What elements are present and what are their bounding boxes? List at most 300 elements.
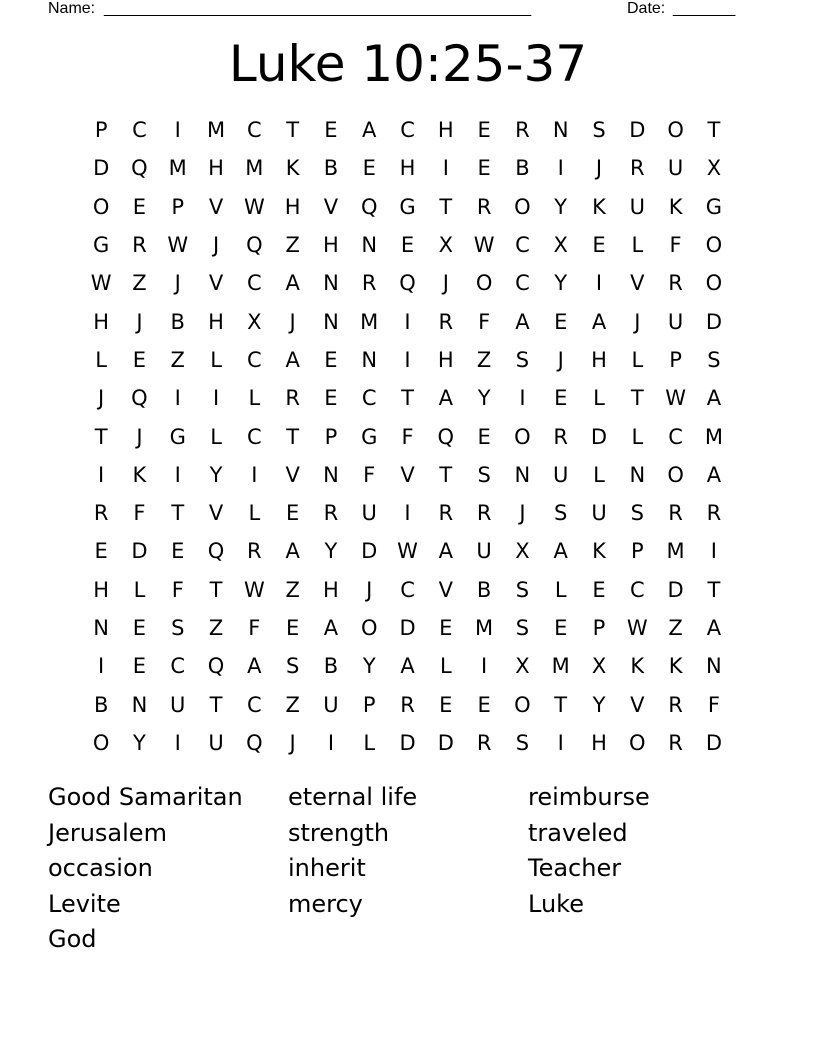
grid-letter[interactable]: J bbox=[174, 271, 181, 296]
grid-letter[interactable]: I bbox=[404, 347, 411, 372]
grid-letter[interactable]: U bbox=[629, 194, 645, 219]
grid-letter[interactable]: J bbox=[98, 386, 105, 411]
grid-letter[interactable]: A bbox=[247, 654, 262, 679]
grid-letter[interactable]: F bbox=[171, 577, 184, 602]
grid-letter[interactable]: U bbox=[476, 539, 492, 564]
grid-letter[interactable]: M bbox=[168, 156, 187, 181]
grid-letter[interactable]: J bbox=[557, 347, 564, 372]
grid-letter[interactable]: R bbox=[553, 424, 568, 449]
word-list-item: Teacher bbox=[528, 854, 622, 883]
grid-letter[interactable]: M bbox=[704, 424, 723, 449]
grid-letter[interactable]: L bbox=[248, 501, 261, 526]
grid-letter[interactable]: L bbox=[593, 386, 605, 411]
grid-letter[interactable]: T bbox=[439, 462, 453, 487]
grid-letter[interactable]: R bbox=[630, 156, 645, 181]
grid-letter[interactable]: J bbox=[136, 309, 143, 334]
grid-letter[interactable]: I bbox=[557, 730, 564, 755]
grid-letter[interactable]: H bbox=[208, 156, 224, 181]
grid-letter[interactable]: L bbox=[95, 347, 107, 372]
grid-letter[interactable]: S bbox=[285, 654, 300, 679]
grid-letter[interactable]: L bbox=[363, 730, 376, 755]
grid-letter[interactable]: J bbox=[519, 501, 526, 526]
grid-letter[interactable]: V bbox=[208, 501, 224, 526]
grid-letter[interactable]: T bbox=[209, 577, 223, 602]
grid-letter[interactable]: A bbox=[706, 616, 722, 640]
grid-letter[interactable]: O bbox=[360, 616, 378, 640]
grid-letter[interactable]: G bbox=[361, 424, 378, 449]
grid-letter[interactable]: E bbox=[554, 386, 568, 411]
grid-letter[interactable]: B bbox=[515, 156, 530, 181]
grid-letter[interactable]: G bbox=[93, 233, 110, 258]
word-list-item: Luke bbox=[528, 889, 584, 918]
grid-letter[interactable]: Y bbox=[209, 462, 223, 487]
grid-letter[interactable]: W bbox=[90, 271, 112, 296]
grid-letter[interactable]: I bbox=[212, 386, 220, 411]
grid-letter[interactable]: G bbox=[399, 194, 416, 219]
grid-letter[interactable]: E bbox=[554, 616, 568, 640]
grid-letter[interactable]: N bbox=[629, 462, 646, 487]
grid-letter[interactable]: N bbox=[361, 347, 378, 372]
grid-letter[interactable]: A bbox=[553, 539, 568, 564]
grid-letter[interactable]: I bbox=[174, 118, 181, 143]
grid-letter[interactable]: T bbox=[171, 501, 185, 526]
grid-letter[interactable]: W bbox=[167, 233, 189, 258]
grid-letter[interactable]: H bbox=[93, 309, 110, 334]
grid-letter[interactable]: R bbox=[476, 501, 492, 526]
grid-letter[interactable]: A bbox=[362, 118, 377, 143]
grid-letter[interactable]: O bbox=[92, 194, 110, 219]
grid-letter[interactable]: N bbox=[93, 616, 109, 640]
grid-letter[interactable]: Q bbox=[131, 386, 148, 411]
grid-letter[interactable]: S bbox=[477, 462, 491, 487]
grid-letter[interactable]: E bbox=[477, 118, 491, 143]
grid-letter[interactable]: B bbox=[170, 309, 185, 334]
grid-letter[interactable]: R bbox=[438, 309, 454, 334]
grid-letter[interactable]: O bbox=[629, 730, 646, 755]
grid-letter[interactable]: L bbox=[439, 654, 452, 679]
grid-letter[interactable]: L bbox=[248, 386, 261, 411]
grid-letter[interactable]: C bbox=[247, 118, 262, 143]
grid-letter[interactable]: S bbox=[592, 118, 606, 143]
grid-letter[interactable]: W bbox=[473, 233, 495, 258]
grid-letter[interactable]: C bbox=[247, 424, 262, 449]
grid-letter[interactable]: H bbox=[437, 347, 454, 372]
date-field[interactable]: _______ bbox=[673, 0, 736, 17]
grid-letter[interactable]: E bbox=[477, 156, 491, 181]
grid-letter[interactable]: E bbox=[324, 118, 338, 143]
grid-letter[interactable]: V bbox=[630, 692, 645, 717]
grid-letter[interactable]: Q bbox=[399, 271, 416, 296]
page-title: Luke 10:25-37 bbox=[228, 35, 588, 93]
grid-letter[interactable]: D bbox=[399, 730, 416, 755]
grid-letter[interactable]: X bbox=[247, 309, 262, 334]
grid-letter[interactable]: C bbox=[361, 386, 377, 411]
grid-letter[interactable]: K bbox=[668, 654, 683, 679]
grid-letter[interactable]: E bbox=[439, 692, 453, 717]
grid-letter[interactable]: P bbox=[324, 424, 338, 449]
grid-letter[interactable]: O bbox=[475, 271, 493, 296]
grid-letter[interactable]: H bbox=[93, 577, 110, 602]
grid-letter[interactable]: D bbox=[399, 616, 416, 640]
grid-letter[interactable]: E bbox=[285, 501, 300, 526]
word-list-item: Levite bbox=[48, 889, 121, 918]
grid-letter[interactable]: H bbox=[591, 347, 607, 372]
grid-letter[interactable]: Q bbox=[207, 654, 225, 679]
grid-letter[interactable]: D bbox=[705, 309, 722, 334]
grid-letter[interactable]: I bbox=[519, 386, 526, 411]
grid-letter[interactable]: W bbox=[665, 386, 686, 411]
grid-letter[interactable]: O bbox=[514, 424, 531, 449]
grid-letter[interactable]: R bbox=[476, 194, 492, 219]
grid-letter[interactable]: R bbox=[323, 501, 339, 526]
grid-letter[interactable]: I bbox=[174, 386, 181, 411]
grid-letter[interactable]: X bbox=[591, 654, 607, 679]
grid-letter[interactable]: J bbox=[289, 730, 296, 755]
grid-letter[interactable]: L bbox=[593, 462, 605, 487]
grid-letter[interactable]: I bbox=[404, 309, 411, 334]
grid-letter[interactable]: Z bbox=[170, 347, 185, 372]
grid-letter[interactable]: X bbox=[553, 233, 568, 258]
grid-letter[interactable]: W bbox=[626, 616, 648, 640]
grid-letter[interactable]: O bbox=[705, 271, 723, 296]
grid-letter[interactable]: V bbox=[438, 577, 453, 602]
grid-letter[interactable]: R bbox=[668, 501, 683, 526]
grid-letter[interactable]: N bbox=[323, 462, 339, 487]
grid-letter[interactable]: A bbox=[706, 462, 722, 487]
grid-letter[interactable]: C bbox=[247, 271, 262, 296]
grid-letter[interactable]: P bbox=[669, 347, 682, 372]
grid-letter[interactable]: R bbox=[668, 730, 683, 755]
grid-letter[interactable]: A bbox=[438, 539, 453, 564]
grid-letter[interactable]: C bbox=[247, 692, 262, 717]
word-list-item: traveled bbox=[528, 818, 628, 847]
grid-letter[interactable]: T bbox=[707, 118, 721, 143]
grid-letter[interactable]: L bbox=[210, 424, 222, 449]
grid-letter[interactable]: U bbox=[667, 156, 684, 181]
grid-letter[interactable]: E bbox=[400, 233, 415, 258]
grid-letter[interactable]: O bbox=[705, 233, 723, 258]
grid-letter[interactable]: H bbox=[399, 156, 416, 181]
grid-letter[interactable]: S bbox=[515, 616, 530, 640]
grid-letter[interactable]: X bbox=[438, 233, 454, 258]
grid-letter[interactable]: I bbox=[481, 654, 488, 679]
grid-letter[interactable]: G bbox=[169, 424, 186, 449]
grid-letter[interactable]: C bbox=[668, 424, 683, 449]
grid-letter[interactable]: A bbox=[438, 386, 453, 411]
grid-letter[interactable]: U bbox=[361, 501, 377, 526]
grid-letter[interactable]: T bbox=[707, 577, 721, 602]
grid-letter[interactable]: E bbox=[94, 539, 108, 564]
grid-letter[interactable]: T bbox=[439, 194, 453, 219]
word-list-item: God bbox=[48, 925, 97, 954]
grid-letter[interactable]: E bbox=[132, 347, 147, 372]
grid-letter[interactable]: U bbox=[208, 730, 224, 755]
grid-letter[interactable]: V bbox=[400, 462, 415, 487]
grid-letter[interactable]: C bbox=[170, 654, 186, 679]
grid-letter[interactable]: E bbox=[554, 309, 568, 334]
grid-letter[interactable]: R bbox=[285, 386, 300, 411]
grid-letter[interactable]: Q bbox=[131, 156, 148, 181]
grid-letter[interactable]: M bbox=[475, 616, 494, 640]
grid-letter[interactable]: I bbox=[710, 539, 717, 564]
grid-letter[interactable]: K bbox=[630, 654, 645, 679]
grid-letter[interactable]: U bbox=[667, 309, 684, 334]
grid-letter[interactable]: S bbox=[707, 347, 721, 372]
grid-letter[interactable]: V bbox=[208, 194, 224, 219]
grid-letter[interactable]: E bbox=[324, 347, 338, 372]
grid-letter[interactable]: W bbox=[397, 539, 418, 564]
grid-letter[interactable]: M bbox=[666, 539, 685, 564]
grid-letter[interactable]: D bbox=[361, 539, 378, 564]
grid-letter[interactable]: O bbox=[667, 462, 684, 487]
grid-letter[interactable]: O bbox=[514, 692, 531, 717]
grid-letter[interactable]: I bbox=[251, 462, 258, 487]
grid-letter[interactable]: N bbox=[706, 654, 722, 679]
grid-letter[interactable]: A bbox=[323, 616, 339, 640]
grid-letter[interactable]: H bbox=[323, 233, 339, 258]
grid-letter[interactable]: F bbox=[363, 462, 376, 487]
grid-letter[interactable]: S bbox=[515, 347, 530, 372]
grid-letter[interactable]: E bbox=[592, 577, 606, 602]
grid-letter[interactable]: Q bbox=[360, 194, 378, 219]
grid-letter[interactable]: Q bbox=[246, 730, 263, 755]
grid-letter[interactable]: N bbox=[323, 309, 339, 334]
grid-letter[interactable]: H bbox=[284, 194, 301, 219]
grid-letter[interactable]: R bbox=[93, 501, 109, 526]
grid-letter[interactable]: A bbox=[285, 271, 300, 296]
grid-letter[interactable]: U bbox=[591, 501, 607, 526]
grid-letter[interactable]: J bbox=[442, 271, 449, 296]
grid-letter[interactable]: Q bbox=[207, 539, 225, 564]
grid-letter[interactable]: F bbox=[401, 424, 414, 449]
grid-letter[interactable]: E bbox=[477, 424, 491, 449]
grid-letter[interactable]: S bbox=[515, 730, 530, 755]
grid-letter[interactable]: C bbox=[400, 577, 415, 602]
grid-letter[interactable]: W bbox=[243, 194, 265, 219]
grid-letter[interactable]: T bbox=[209, 692, 223, 717]
grid-letter[interactable]: E bbox=[285, 616, 300, 640]
grid-letter[interactable]: Z bbox=[208, 616, 224, 640]
grid-letter[interactable]: I bbox=[98, 462, 105, 487]
grid-letter[interactable]: Y bbox=[554, 271, 568, 296]
grid-letter[interactable]: R bbox=[361, 271, 377, 296]
grid-letter[interactable]: I bbox=[404, 501, 411, 526]
grid-letter[interactable]: L bbox=[133, 577, 146, 602]
grid-letter[interactable]: J bbox=[289, 309, 296, 334]
grid-letter[interactable]: W bbox=[243, 577, 265, 602]
grid-letter[interactable]: C bbox=[515, 233, 530, 258]
grid-letter[interactable]: M bbox=[206, 118, 226, 143]
grid-letter[interactable]: H bbox=[437, 118, 454, 143]
grid-letter[interactable]: U bbox=[323, 692, 339, 717]
grid-letter[interactable]: K bbox=[668, 194, 683, 219]
grid-letter[interactable]: L bbox=[631, 347, 644, 372]
grid-letter[interactable]: V bbox=[630, 271, 645, 296]
grid-letter[interactable]: E bbox=[362, 156, 376, 181]
grid-letter[interactable]: K bbox=[592, 539, 606, 564]
grid-letter[interactable]: U bbox=[170, 692, 186, 717]
grid-letter[interactable]: Y bbox=[133, 730, 146, 755]
grid-letter[interactable]: A bbox=[515, 309, 530, 334]
grid-letter[interactable]: S bbox=[554, 501, 568, 526]
grid-letter[interactable]: Q bbox=[246, 233, 263, 258]
grid-letter[interactable]: J bbox=[366, 577, 373, 602]
grid-letter[interactable]: S bbox=[171, 616, 185, 640]
grid-letter[interactable]: R bbox=[668, 271, 683, 296]
grid-letter[interactable]: O bbox=[514, 194, 531, 219]
grid-letter[interactable]: U bbox=[553, 462, 569, 487]
grid-letter[interactable]: J bbox=[595, 156, 603, 181]
grid-letter[interactable]: D bbox=[705, 730, 722, 755]
grid-letter[interactable]: N bbox=[552, 118, 569, 143]
grid-letter[interactable]: D bbox=[93, 156, 110, 181]
grid-letter[interactable]: Z bbox=[285, 233, 300, 258]
grid-letter[interactable]: A bbox=[285, 539, 300, 564]
grid-letter[interactable]: B bbox=[476, 577, 492, 602]
grid-letter[interactable]: X bbox=[706, 156, 722, 181]
grid-letter[interactable]: L bbox=[554, 577, 567, 602]
grid-letter[interactable]: L bbox=[210, 347, 222, 372]
grid-letter[interactable]: N bbox=[514, 462, 531, 487]
word-search-grid bbox=[82, 111, 733, 762]
grid-letter[interactable]: I bbox=[557, 156, 564, 181]
grid-letter[interactable]: A bbox=[285, 347, 300, 372]
grid-letter[interactable]: Y bbox=[477, 386, 491, 411]
grid-letter[interactable]: D bbox=[629, 118, 646, 143]
grid-letter[interactable]: G bbox=[705, 194, 723, 219]
grid-letter[interactable]: T bbox=[286, 424, 300, 449]
grid-letter[interactable]: Y bbox=[554, 194, 568, 219]
grid-letter[interactable]: T bbox=[401, 386, 414, 411]
grid-letter[interactable]: B bbox=[323, 654, 339, 679]
grid-letter[interactable]: F bbox=[248, 616, 261, 640]
grid-letter[interactable]: B bbox=[323, 156, 339, 181]
grid-letter[interactable]: E bbox=[132, 654, 147, 679]
grid-letter[interactable]: S bbox=[630, 501, 644, 526]
grid-letter[interactable]: J bbox=[212, 233, 220, 258]
grid-letter[interactable]: F bbox=[707, 692, 720, 717]
grid-letter[interactable]: D bbox=[437, 730, 454, 755]
grid-letter[interactable]: C bbox=[629, 577, 645, 602]
grid-letter[interactable]: I bbox=[174, 730, 181, 755]
grid-letter[interactable]: S bbox=[515, 577, 530, 602]
grid-letter[interactable]: B bbox=[93, 692, 109, 717]
grid-letter[interactable]: T bbox=[286, 118, 300, 143]
grid-letter[interactable]: D bbox=[667, 577, 684, 602]
grid-letter[interactable]: Z bbox=[132, 271, 147, 296]
grid-letter[interactable]: J bbox=[634, 309, 641, 334]
grid-letter[interactable]: V bbox=[323, 194, 339, 219]
grid-letter[interactable]: R bbox=[668, 692, 683, 717]
grid-letter[interactable]: H bbox=[591, 730, 607, 755]
grid-letter[interactable]: N bbox=[131, 692, 148, 717]
grid-letter[interactable]: K bbox=[132, 462, 147, 487]
grid-letter[interactable]: D bbox=[590, 424, 608, 449]
grid-letter[interactable]: I bbox=[327, 730, 335, 755]
grid-letter[interactable]: C bbox=[247, 347, 262, 372]
grid-letter[interactable]: K bbox=[285, 156, 300, 181]
grid-letter[interactable]: P bbox=[94, 118, 108, 143]
grid-letter[interactable]: D bbox=[131, 539, 148, 564]
grid-letter[interactable]: M bbox=[360, 309, 379, 334]
grid-letter[interactable]: C bbox=[132, 118, 147, 143]
grid-letter[interactable]: I bbox=[174, 462, 181, 487]
grid-letter[interactable]: O bbox=[667, 118, 684, 143]
grid-letter[interactable]: M bbox=[551, 654, 570, 679]
grid-letter[interactable]: P bbox=[592, 616, 606, 640]
grid-letter[interactable]: F bbox=[133, 501, 146, 526]
grid-letter[interactable]: Y bbox=[324, 539, 338, 564]
grid-letter[interactable]: A bbox=[400, 654, 415, 679]
grid-letter[interactable]: L bbox=[631, 424, 644, 449]
grid-letter[interactable]: T bbox=[554, 692, 568, 717]
grid-letter[interactable]: F bbox=[478, 309, 491, 334]
grid-letter[interactable]: P bbox=[362, 692, 376, 717]
grid-letter[interactable]: E bbox=[324, 386, 338, 411]
grid-letter[interactable]: Y bbox=[362, 654, 376, 679]
grid-letter[interactable]: Z bbox=[285, 577, 300, 602]
grid-letter[interactable]: R bbox=[706, 501, 722, 526]
grid-letter[interactable]: N bbox=[361, 233, 378, 258]
grid-letter[interactable]: T bbox=[630, 386, 644, 411]
grid-letter[interactable]: L bbox=[631, 233, 644, 258]
grid-letter[interactable]: J bbox=[136, 424, 143, 449]
grid-letter[interactable]: C bbox=[515, 271, 530, 296]
name-field[interactable]: ________________________________________________ bbox=[104, 0, 532, 17]
grid-letter[interactable]: R bbox=[132, 233, 147, 258]
grid-letter[interactable]: N bbox=[323, 271, 339, 296]
grid-letter[interactable]: T bbox=[94, 424, 108, 449]
grid-letter[interactable]: V bbox=[208, 271, 224, 296]
grid-letter[interactable]: Y bbox=[592, 692, 606, 717]
grid-letter[interactable]: P bbox=[630, 539, 644, 564]
grid-letter[interactable]: E bbox=[477, 692, 491, 717]
grid-letter[interactable]: F bbox=[669, 233, 682, 258]
grid-letter[interactable]: R bbox=[515, 118, 530, 143]
grid-letter[interactable]: E bbox=[132, 194, 147, 219]
grid-letter[interactable]: V bbox=[285, 462, 300, 487]
grid-letter[interactable]: E bbox=[439, 616, 453, 640]
grid-letter[interactable]: Z bbox=[285, 692, 300, 717]
word-list-item: inherit bbox=[288, 854, 366, 883]
grid-letter[interactable]: A bbox=[706, 386, 722, 411]
grid-letter[interactable]: Z bbox=[476, 347, 492, 372]
grid-letter[interactable]: Z bbox=[668, 616, 683, 640]
grid-letter[interactable]: I bbox=[442, 156, 449, 181]
grid-letter[interactable]: Q bbox=[437, 424, 455, 449]
grid-letter[interactable]: E bbox=[132, 616, 147, 640]
grid-letter[interactable]: R bbox=[247, 539, 262, 564]
grid-letter[interactable]: R bbox=[438, 501, 454, 526]
grid-letter[interactable]: M bbox=[245, 156, 264, 181]
grid-letter[interactable]: I bbox=[595, 271, 603, 296]
word-list bbox=[48, 780, 768, 958]
grid-letter[interactable]: R bbox=[400, 692, 415, 717]
grid-letter[interactable]: P bbox=[171, 194, 185, 219]
grid-letter[interactable]: H bbox=[208, 309, 224, 334]
grid-letter[interactable]: H bbox=[323, 577, 339, 602]
grid-letter[interactable]: E bbox=[171, 539, 185, 564]
grid-letter[interactable]: X bbox=[515, 654, 530, 679]
grid-letter[interactable]: O bbox=[92, 730, 110, 755]
grid-letter[interactable]: K bbox=[592, 194, 606, 219]
grid-letter[interactable]: X bbox=[515, 539, 530, 564]
grid-letter[interactable]: E bbox=[592, 233, 606, 258]
grid-letter[interactable]: R bbox=[476, 730, 492, 755]
grid-letter[interactable]: A bbox=[591, 309, 607, 334]
grid-letter[interactable]: C bbox=[400, 118, 415, 143]
grid-letter[interactable]: I bbox=[98, 654, 105, 679]
